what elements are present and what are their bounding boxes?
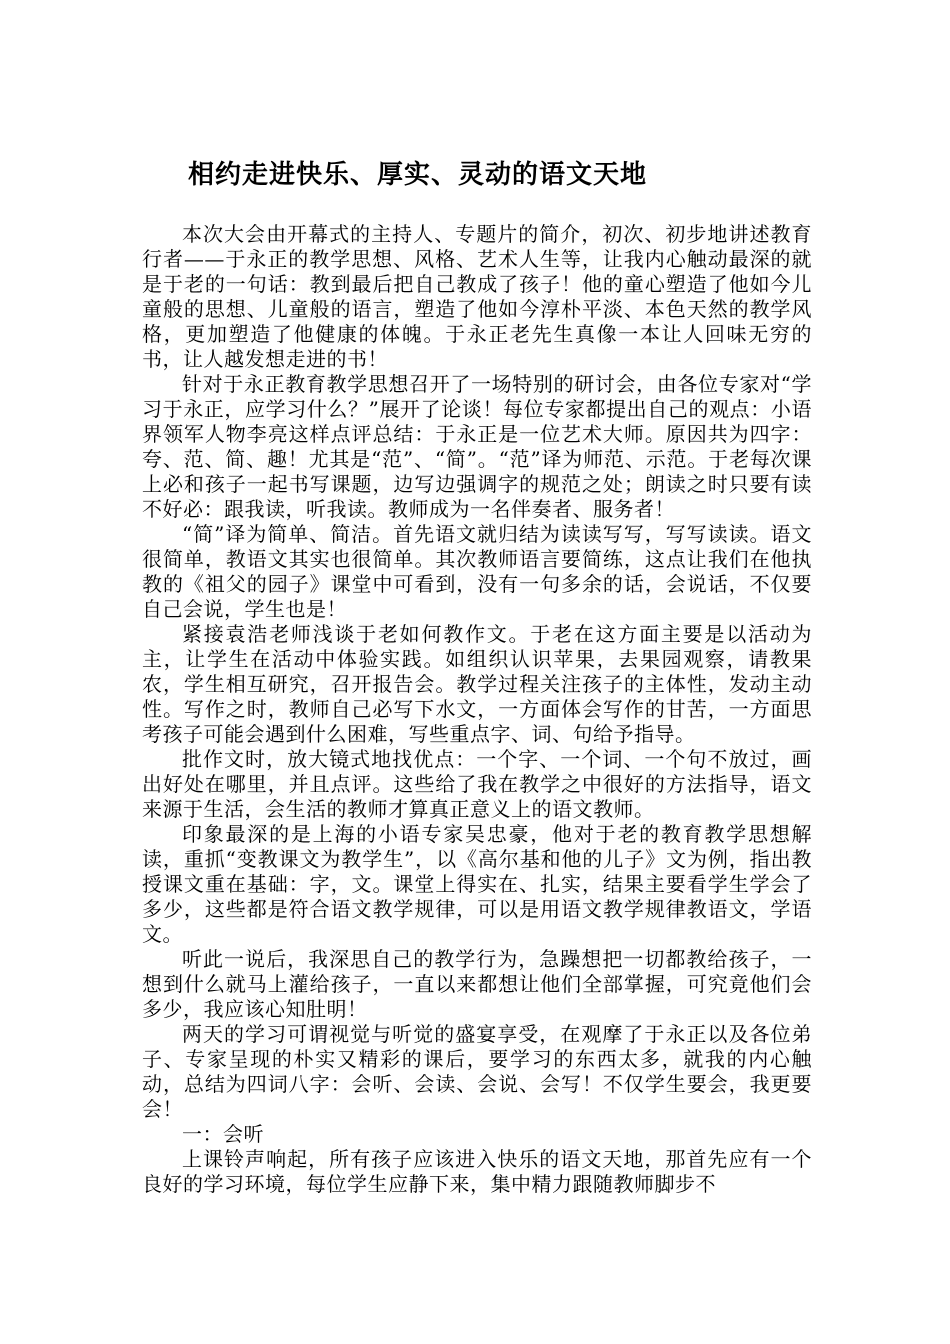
document-body (142, 222, 812, 1197)
paragraph: 本次大会由开幕式的主持人、专题片的简介，初次、初步地讲述教育行者——于永正的教学思想、风格、艺术人生等，让我内心触动最深的就是于老的一句话：教到最后把自己教成了孩子！他的童心塑造了他如今儿童般的思想、儿童般的语言，塑造了他如今淳朴平淡、本色天然的教学风格，更加塑造了他健康的体魄。于永正老先生真像一本让人回味无穷的书，让人越发想走进的书！ (142, 222, 812, 371)
paragraph: 批作文时，放大镜式地找优点：一个字、一个词、一个句不放过，画出好处在哪里，并且点评。这些给了我在教学之中很好的方法指导，语文来源于生活，会生活的教师才算真正意义上的语文教师。 (142, 747, 812, 821)
paragraph: 针对于永正教育教学思想召开了一场特别的研讨会，由各位专家对“学习于永正，应学习什么？”展开了论谈！每位专家都提出自己的观点：小语界领军人物李亮这样点评总结：于永正是一位艺术大师。原因共为四字：夸、范、简、趣！尤其是“范”、“简”。“范”译为师范、示范。于老每次课上必和孩子一起书写课题，边写边强调字的规范之处；朗读之时只要有读不好必：跟我读，听我读。教师成为一名伴奏者、服务者！ (142, 372, 812, 521)
paragraph: 上课铃声响起，所有孩子应该进入快乐的语文天地，那首先应有一个良好的学习环境，每位学生应静下来，集中精力跟随教师脚步不 (142, 1147, 812, 1196)
section-heading: 一：会听 (182, 1122, 264, 1146)
paragraph: 紧接袁浩老师浅谈于老如何教作文。于老在这方面主要是以活动为主，让学生在活动中体验实践。如组织认识苹果，去果园观察，请教果农，学生相互研究，召开报告会。教学过程关注孩子的主体性，发动主动性。写作之时，教师自己必写下水文，一方面体会写作的甘苦，一方面思考孩子可能会遇到什么困难，写些重点字、词、句给予指导。 (142, 622, 812, 746)
paragraph: 听此一说后，我深思自己的教学行为，急躁想把一切都教给孩子，一想到什么就马上灌给孩子，一直以来都想让他们全部掌握，可究竟他们会多少，我应该心知肚明！ (142, 947, 812, 1021)
paragraph: “简”译为简单、简洁。首先语文就归结为读读写写，写写读读。语文很简单，教语文其实也很简单。其次教师语言要简练，这点让我们在他执教的《祖父的园子》课堂中可看到，没有一句多余的话，会说话，不仅要自己会说，学生也是！ (142, 522, 812, 621)
paragraph: 印象最深的是上海的小语专家吴忠豪，他对于老的教育教学思想解读，重抓“变教课文为教学生”，以《高尔基和他的儿子》文为例，指出教授课文重在基础：字，文。课堂上得实在、扎实，结果主要看学生学会了多少，这些都是符合语文教学规律，可以是用语文教学规律教语文，学语文。 (142, 822, 812, 946)
paragraph: 两天的学习可谓视觉与听觉的盛宴享受，在观摩了于永正以及各位弟子、专家呈现的朴实又精彩的课后，要学习的东西太多，就我的内心触动，总结为四词八字：会听、会读、会说、会写！不仅学生要会，我更要会！ (142, 1022, 812, 1121)
document-title: 相约走进快乐、厚实、灵动的语文天地 (188, 160, 648, 190)
